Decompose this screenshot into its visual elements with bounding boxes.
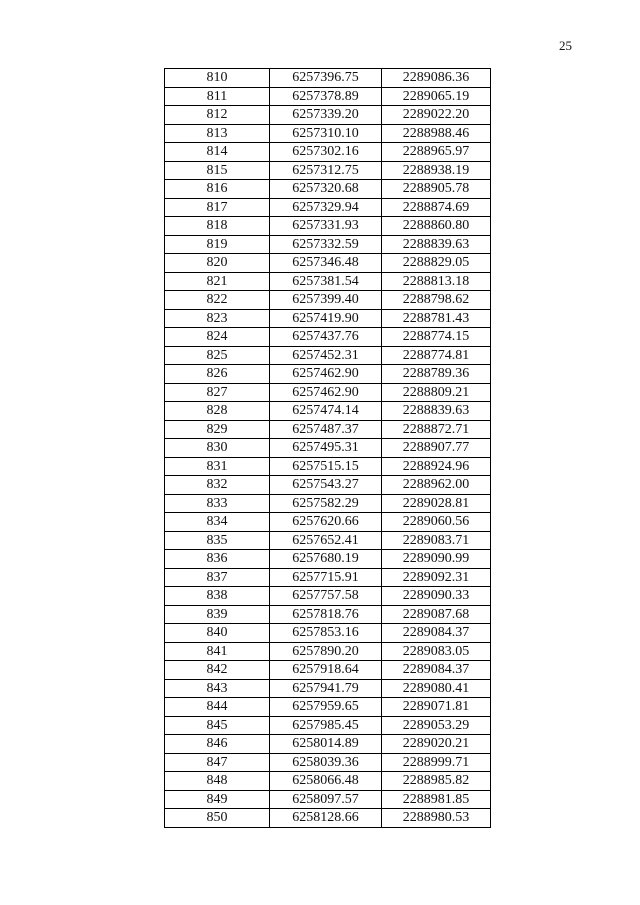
x-coordinate-cell: 6257462.90 — [270, 383, 382, 402]
table-row — [165, 365, 491, 384]
y-coordinate-cell: 2288813.18 — [382, 272, 491, 291]
y-coordinate-cell: 2289086.36 — [382, 69, 491, 88]
table-row — [165, 124, 491, 143]
x-coordinate-cell: 6257985.45 — [270, 716, 382, 735]
table-row — [165, 328, 491, 347]
x-coordinate-cell: 6258097.57 — [270, 790, 382, 809]
point-number-cell: 850 — [165, 809, 270, 828]
x-coordinate-cell: 6257332.59 — [270, 235, 382, 254]
table-row — [165, 87, 491, 106]
x-coordinate-cell: 6257396.75 — [270, 69, 382, 88]
table-row — [165, 235, 491, 254]
page-number: 25 — [559, 38, 572, 53]
point-number-cell: 841 — [165, 642, 270, 661]
table-row — [165, 143, 491, 162]
table-row — [165, 716, 491, 735]
point-number-cell: 828 — [165, 402, 270, 421]
x-coordinate-cell: 6257474.14 — [270, 402, 382, 421]
x-coordinate-cell: 6257680.19 — [270, 550, 382, 569]
y-coordinate-cell: 2289087.68 — [382, 605, 491, 624]
y-coordinate-cell: 2289092.31 — [382, 568, 491, 587]
y-coordinate-cell: 2288962.00 — [382, 476, 491, 495]
y-coordinate-cell: 2288938.19 — [382, 161, 491, 180]
table-row — [165, 69, 491, 88]
x-coordinate-cell: 6257381.54 — [270, 272, 382, 291]
point-number-cell: 827 — [165, 383, 270, 402]
y-coordinate-cell: 2289053.29 — [382, 716, 491, 735]
point-number-cell: 845 — [165, 716, 270, 735]
point-number-cell: 815 — [165, 161, 270, 180]
point-number-cell: 810 — [165, 69, 270, 88]
table-row — [165, 531, 491, 550]
table-row — [165, 642, 491, 661]
x-coordinate-cell: 6257941.79 — [270, 679, 382, 698]
x-coordinate-cell: 6257378.89 — [270, 87, 382, 106]
y-coordinate-cell: 2288999.71 — [382, 753, 491, 772]
point-number-cell: 838 — [165, 587, 270, 606]
y-coordinate-cell: 2288789.36 — [382, 365, 491, 384]
x-coordinate-cell: 6257495.31 — [270, 439, 382, 458]
table-row — [165, 605, 491, 624]
table-row — [165, 309, 491, 328]
x-coordinate-cell: 6257310.10 — [270, 124, 382, 143]
y-coordinate-cell: 2288839.63 — [382, 235, 491, 254]
point-number-cell: 832 — [165, 476, 270, 495]
x-coordinate-cell: 6257329.94 — [270, 198, 382, 217]
x-coordinate-cell: 6257515.15 — [270, 457, 382, 476]
point-number-cell: 843 — [165, 679, 270, 698]
point-number-cell: 842 — [165, 661, 270, 680]
y-coordinate-cell: 2289084.37 — [382, 661, 491, 680]
x-coordinate-cell: 6257419.90 — [270, 309, 382, 328]
x-coordinate-cell: 6257487.37 — [270, 420, 382, 439]
table-row — [165, 346, 491, 365]
point-number-cell: 821 — [165, 272, 270, 291]
y-coordinate-cell: 2288774.15 — [382, 328, 491, 347]
table-row — [165, 217, 491, 236]
y-coordinate-cell: 2288829.05 — [382, 254, 491, 273]
x-coordinate-cell: 6257918.64 — [270, 661, 382, 680]
y-coordinate-cell: 2288905.78 — [382, 180, 491, 199]
table-row — [165, 698, 491, 717]
x-coordinate-cell: 6257582.29 — [270, 494, 382, 513]
y-coordinate-cell: 2288980.53 — [382, 809, 491, 828]
table-row — [165, 809, 491, 828]
y-coordinate-cell: 2289065.19 — [382, 87, 491, 106]
y-coordinate-cell: 2288809.21 — [382, 383, 491, 402]
y-coordinate-cell: 2288839.63 — [382, 402, 491, 421]
x-coordinate-cell: 6257652.41 — [270, 531, 382, 550]
y-coordinate-cell: 2289028.81 — [382, 494, 491, 513]
x-coordinate-cell: 6257346.48 — [270, 254, 382, 273]
y-coordinate-cell: 2288798.62 — [382, 291, 491, 310]
table-row — [165, 402, 491, 421]
point-number-cell: 816 — [165, 180, 270, 199]
x-coordinate-cell: 6257302.16 — [270, 143, 382, 162]
table-row — [165, 254, 491, 273]
y-coordinate-cell: 2289060.56 — [382, 513, 491, 532]
x-coordinate-cell: 6258039.36 — [270, 753, 382, 772]
y-coordinate-cell: 2288874.69 — [382, 198, 491, 217]
table-row — [165, 679, 491, 698]
point-number-cell: 847 — [165, 753, 270, 772]
point-number-cell: 839 — [165, 605, 270, 624]
point-number-cell: 812 — [165, 106, 270, 125]
table-row — [165, 457, 491, 476]
table-row — [165, 735, 491, 754]
table-row — [165, 568, 491, 587]
point-number-cell: 848 — [165, 772, 270, 791]
point-number-cell: 831 — [165, 457, 270, 476]
table-row — [165, 753, 491, 772]
y-coordinate-cell: 2289020.21 — [382, 735, 491, 754]
y-coordinate-cell: 2289083.05 — [382, 642, 491, 661]
table-row — [165, 513, 491, 532]
table-row — [165, 383, 491, 402]
x-coordinate-cell: 6257437.76 — [270, 328, 382, 347]
table-row — [165, 439, 491, 458]
x-coordinate-cell: 6257320.68 — [270, 180, 382, 199]
y-coordinate-cell: 2288872.71 — [382, 420, 491, 439]
x-coordinate-cell: 6258066.48 — [270, 772, 382, 791]
point-number-cell: 817 — [165, 198, 270, 217]
x-coordinate-cell: 6257452.31 — [270, 346, 382, 365]
y-coordinate-cell: 2288924.96 — [382, 457, 491, 476]
point-number-cell: 813 — [165, 124, 270, 143]
x-coordinate-cell: 6257399.40 — [270, 291, 382, 310]
x-coordinate-cell: 6257543.27 — [270, 476, 382, 495]
y-coordinate-cell: 2289071.81 — [382, 698, 491, 717]
point-number-cell: 818 — [165, 217, 270, 236]
y-coordinate-cell: 2289090.99 — [382, 550, 491, 569]
y-coordinate-cell: 2289090.33 — [382, 587, 491, 606]
point-number-cell: 846 — [165, 735, 270, 754]
x-coordinate-cell: 6258128.66 — [270, 809, 382, 828]
x-coordinate-cell: 6257890.20 — [270, 642, 382, 661]
point-number-cell: 833 — [165, 494, 270, 513]
table-row — [165, 420, 491, 439]
x-coordinate-cell: 6257331.93 — [270, 217, 382, 236]
table-row — [165, 624, 491, 643]
x-coordinate-cell: 6257853.16 — [270, 624, 382, 643]
point-number-cell: 823 — [165, 309, 270, 328]
point-number-cell: 836 — [165, 550, 270, 569]
table-row — [165, 180, 491, 199]
coordinates-table-body — [165, 69, 491, 828]
coordinates-table — [164, 68, 491, 828]
y-coordinate-cell: 2288985.82 — [382, 772, 491, 791]
x-coordinate-cell: 6257818.76 — [270, 605, 382, 624]
point-number-cell: 844 — [165, 698, 270, 717]
point-number-cell: 834 — [165, 513, 270, 532]
table-row — [165, 661, 491, 680]
y-coordinate-cell: 2288907.77 — [382, 439, 491, 458]
y-coordinate-cell: 2288781.43 — [382, 309, 491, 328]
x-coordinate-cell: 6257757.58 — [270, 587, 382, 606]
x-coordinate-cell: 6257339.20 — [270, 106, 382, 125]
x-coordinate-cell: 6257715.91 — [270, 568, 382, 587]
point-number-cell: 829 — [165, 420, 270, 439]
table-row — [165, 291, 491, 310]
table-row — [165, 272, 491, 291]
point-number-cell: 825 — [165, 346, 270, 365]
point-number-cell: 830 — [165, 439, 270, 458]
x-coordinate-cell: 6257462.90 — [270, 365, 382, 384]
y-coordinate-cell: 2288860.80 — [382, 217, 491, 236]
point-number-cell: 837 — [165, 568, 270, 587]
point-number-cell: 811 — [165, 87, 270, 106]
point-number-cell: 820 — [165, 254, 270, 273]
point-number-cell: 819 — [165, 235, 270, 254]
table-row — [165, 550, 491, 569]
y-coordinate-cell: 2288774.81 — [382, 346, 491, 365]
y-coordinate-cell: 2288988.46 — [382, 124, 491, 143]
table-row — [165, 494, 491, 513]
x-coordinate-cell: 6257959.65 — [270, 698, 382, 717]
point-number-cell: 835 — [165, 531, 270, 550]
x-coordinate-cell: 6257620.66 — [270, 513, 382, 532]
table-row — [165, 772, 491, 791]
y-coordinate-cell: 2289022.20 — [382, 106, 491, 125]
table-row — [165, 198, 491, 217]
point-number-cell: 824 — [165, 328, 270, 347]
table-row — [165, 106, 491, 125]
point-number-cell: 822 — [165, 291, 270, 310]
table-row — [165, 790, 491, 809]
table-row — [165, 587, 491, 606]
point-number-cell: 826 — [165, 365, 270, 384]
y-coordinate-cell: 2289083.71 — [382, 531, 491, 550]
table-row — [165, 476, 491, 495]
y-coordinate-cell: 2288965.97 — [382, 143, 491, 162]
point-number-cell: 849 — [165, 790, 270, 809]
y-coordinate-cell: 2289084.37 — [382, 624, 491, 643]
table-row — [165, 161, 491, 180]
x-coordinate-cell: 6257312.75 — [270, 161, 382, 180]
y-coordinate-cell: 2288981.85 — [382, 790, 491, 809]
y-coordinate-cell: 2289080.41 — [382, 679, 491, 698]
point-number-cell: 814 — [165, 143, 270, 162]
x-coordinate-cell: 6258014.89 — [270, 735, 382, 754]
point-number-cell: 840 — [165, 624, 270, 643]
